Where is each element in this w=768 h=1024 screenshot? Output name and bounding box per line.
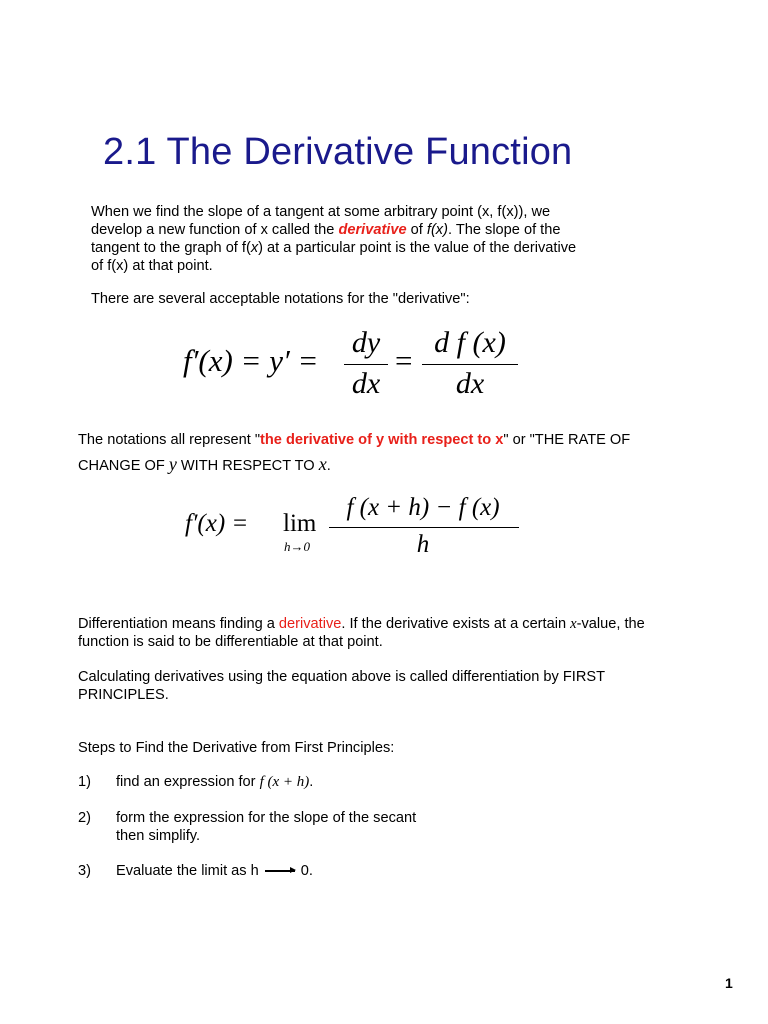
step-2-text: form the expression for the slope of the secant then simplify. — [116, 810, 417, 844]
intro-line-3: tangent to the graph of f(x) at a particular point is the value of the derivative — [91, 240, 577, 256]
diff-line-1: Differentiation means finding a derivative. If the derivative exists at a certain x-value, the — [78, 616, 645, 632]
first-principles-paragraph: Calculating derivatives using the equation above is called differentiation by FIRST PRINCIPLES. — [78, 669, 606, 703]
represent-line-2: CHANGE OF y WITH RESPECT TO x. — [78, 454, 331, 474]
eq1-frac2-den: dx — [455, 367, 485, 400]
represent-line-1: The notations all represent "the derivative of y with respect to x" or "THE RATE OF — [78, 432, 631, 448]
right-arrow-icon — [265, 870, 295, 872]
page-title: 2.1 The Derivative Function — [103, 131, 573, 173]
represent-highlight: the derivative of y with respect to x — [260, 432, 504, 448]
derivative-link-text: derivative — [278, 616, 342, 632]
intro-line-2: develop a new function of x called the derivative of f(x). The slope of the — [91, 222, 561, 238]
eq1-equals: = — [395, 343, 413, 378]
step-3 — [0, 862, 768, 882]
intro-line-1: When we find the slope of a tangent at some arbitrary point (x, f(x)), we — [91, 204, 551, 220]
step-1-number: 1) — [78, 774, 91, 790]
represent-paragraph — [78, 428, 718, 478]
step-3-text: Evaluate the limit as h 0. — [116, 863, 313, 879]
eq2-lhs: f′(x) = — [185, 510, 249, 537]
eq2-lim: lim — [283, 510, 317, 537]
differentiation-paragraph — [78, 615, 718, 651]
step-3-number: 3) — [78, 863, 91, 879]
page-number: 1 — [725, 975, 733, 991]
step-1 — [0, 773, 768, 793]
derivative-term: derivative — [338, 222, 407, 238]
step-2-number: 2) — [78, 810, 91, 826]
eq2-denominator: h — [416, 531, 430, 558]
step-2 — [0, 809, 768, 849]
eq1-lhs: f′(x) = y′ = — [183, 343, 319, 378]
intro-line-4: of f(x) at that point. — [91, 258, 213, 274]
steps-heading: Steps to Find the Derivative from First Principles: — [78, 740, 395, 756]
eq1-frac1-num: dy — [351, 326, 381, 359]
eq1-frac2-num: d f (x) — [434, 326, 506, 359]
notations-intro: There are several acceptable notations for the "derivative": — [91, 291, 470, 307]
limit-equation — [185, 494, 525, 564]
eq1-frac2-bar — [422, 364, 518, 365]
eq1-frac1-bar — [344, 364, 388, 365]
notation-equation — [180, 326, 540, 406]
eq2-numerator: f (x + h) − f (x) — [346, 494, 500, 521]
diff-line-2: function is said to be differentiable at that point. — [78, 634, 383, 650]
step-1-text: find an expression for f (x + h). — [116, 774, 314, 790]
eq2-lim-sub: h→0 — [284, 539, 310, 554]
eq2-fraction-bar — [329, 527, 519, 528]
intro-paragraph — [91, 203, 651, 275]
eq1-frac1-den: dx — [351, 367, 381, 400]
